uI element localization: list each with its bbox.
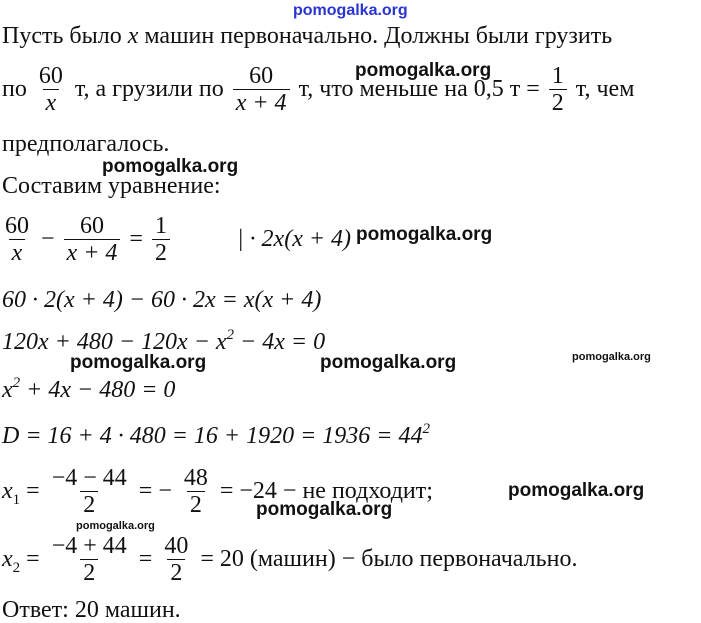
equation-text: − 4x = 0 [234,329,326,355]
fraction-denominator: x [9,239,26,266]
watermark: pomogalka.org [76,520,155,532]
watermark: pomogalka.org [355,60,492,81]
equation-text: = −24 − не подходит; [219,477,433,504]
fraction-one-half [549,64,567,117]
fraction-root-1 [49,466,130,519]
fraction-denominator: 2 [549,89,567,116]
fraction-48-over-2 [181,466,211,519]
equation-text: = − [138,477,172,504]
equation-3 [2,327,326,355]
fraction-denominator: 2 [80,491,98,518]
equation-text: = 20 (машин) − было первоначально. [200,545,578,572]
watermark: pomogalka.org [320,352,457,373]
equation-text: 120x + 480 − 120x − x [2,329,227,355]
fraction-numerator: 60 [79,213,104,239]
equation-2: 60 · 2(x + 4) − 60 · 2x = x(x + 4) [2,287,322,313]
fraction-60-over-x-plus-4 [233,64,290,117]
answer-line: Ответ: 20 машин. [2,597,181,623]
fraction-numerator: 60 [5,213,29,239]
fraction-numerator: 40 [164,533,189,559]
subscript: 2 [12,559,21,576]
fraction-denominator: x + 4 [64,239,121,266]
equation-text: + 4x − 480 = 0 [20,377,176,403]
equation-1 [2,214,351,267]
fraction-root-2 [49,534,130,587]
text-line-3: предполагалось. [2,131,170,157]
exponent: 2 [422,421,431,437]
fraction-numerator: 60 [249,63,274,89]
variable-x: x [2,545,13,572]
watermark: pomogalka.org [572,351,651,363]
watermark: pomogalka.org [356,224,493,245]
equals-sign: = [20,545,46,572]
exponent: 2 [12,375,21,391]
equation-text: x [2,377,13,403]
equals-sign: = [129,225,143,252]
text-segment: по [2,75,33,102]
fraction-numerator: 1 [154,213,167,239]
fraction-numerator: 60 [38,63,63,89]
text-line-1 [2,24,612,48]
fraction-60-over-x-plus-4 [64,214,121,267]
text-segment: т, чем [575,75,635,102]
variable-x: x [127,23,139,49]
fraction-denominator: 2 [167,559,185,586]
text-segment: т, что меньше на 0,5 т = [298,75,546,102]
text-segment: т, а грузили по [74,75,230,102]
fraction-60-over-x [2,214,32,267]
watermark-top: pomogalka.org [293,2,408,19]
fraction-denominator: x [43,89,60,116]
equals-sign: = [20,477,46,504]
fraction-40-over-2 [161,534,191,587]
fraction-denominator: 2 [187,491,205,518]
fraction-60-over-x [36,64,66,117]
fraction-denominator: x + 4 [233,89,290,116]
equation-4 [2,375,176,403]
subscript: 1 [12,491,21,508]
watermark: pomogalka.org [70,352,207,373]
text-line-4: Составим уравнение: [2,173,221,199]
fraction-numerator: 48 [183,465,208,491]
watermark: pomogalka.org [256,499,393,520]
exponent: 2 [226,327,235,343]
fraction-denominator: 2 [152,239,170,266]
text-segment: Пусть было [2,23,128,49]
watermark: pomogalka.org [508,480,645,501]
watermark: pomogalka.org [102,156,239,177]
variable-x: x [2,477,13,504]
fraction-numerator: −4 + 44 [51,533,127,559]
text-line-2 [2,64,634,117]
fraction-numerator: 1 [551,63,564,89]
text-segment: машин первоначально. Должны были грузить [138,23,613,49]
equation-text: D = 16 + 4 · 480 = 16 + 1920 = 1936 = 44 [2,423,423,449]
minus-sign: − [41,225,55,252]
multiplier-note: | · 2x(x + 4) [236,225,352,252]
fraction-denominator: 2 [80,559,98,586]
root-x1-line [2,466,433,519]
equation-text: = [138,545,159,572]
discriminant-line [2,421,431,449]
fraction-numerator: −4 − 44 [51,465,127,491]
fraction-one-half [152,214,170,267]
root-x2-line [2,534,577,587]
